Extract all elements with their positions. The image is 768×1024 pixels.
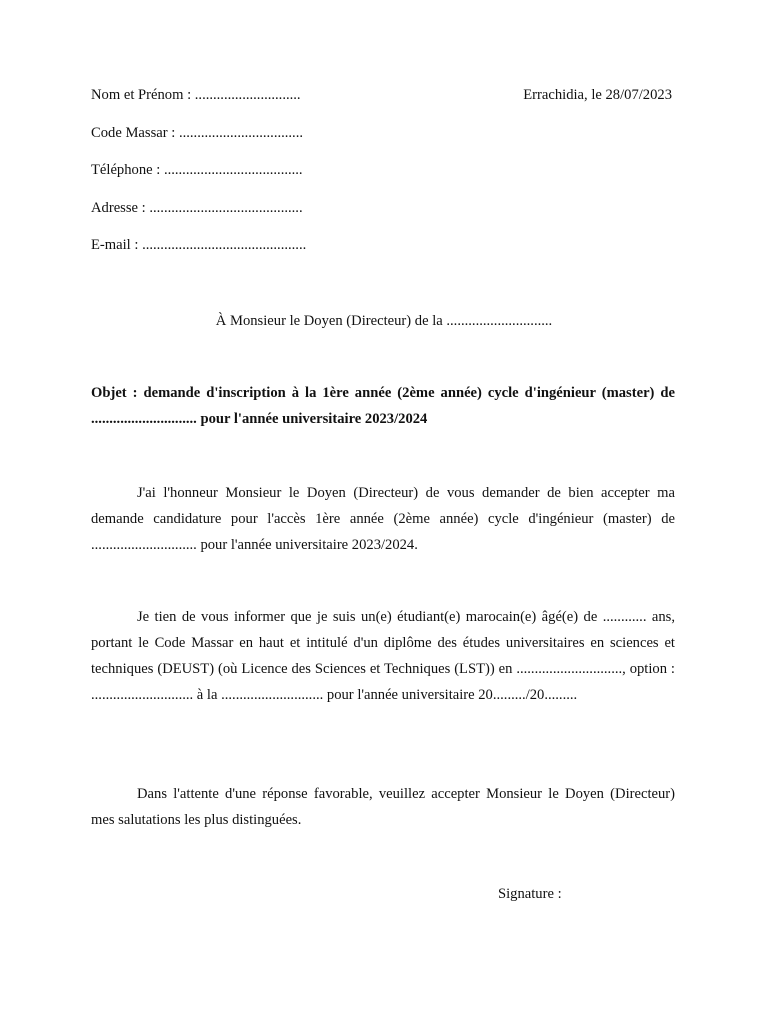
paragraph-3-text: Dans l'attente d'une réponse favorable, veuillez accepter Monsieur le Doyen (Directeur) mes salutations les plus distinguées. <box>91 786 675 828</box>
subject-line <box>91 380 675 432</box>
body-paragraph-2 <box>91 604 675 708</box>
place-date: Errachidia, le 28/07/2023 <box>523 87 672 103</box>
address-field: Adresse : .......................................... <box>91 200 303 216</box>
telephone-field: Téléphone : ...................................... <box>91 162 303 178</box>
body-paragraph-1 <box>91 480 675 558</box>
name-field: Nom et Prénom : ............................. <box>91 87 301 103</box>
signature-label: Signature : <box>498 886 562 902</box>
subject-text: Objet : demande d'inscription à la 1ère année (2ème année) cycle d'ingénieur (master) de ............................. pour l'année universitaire 2023/2024 <box>91 385 675 427</box>
code-massar-field: Code Massar : .................................. <box>91 125 304 141</box>
body-paragraph-3 <box>91 781 675 833</box>
recipient-line: À Monsieur le Doyen (Directeur) de la ............................. <box>215 313 553 329</box>
paragraph-1-text: J'ai l'honneur Monsieur le Doyen (Directeur) de vous demander de bien accepter ma demande candidature pour l'accès 1ère année (2ème année) cycle d'ingénieur (master) de ............................. pour l'année universitaire 2023/2024. <box>91 485 675 553</box>
paragraph-2-text: Je tien de vous informer que je suis un(e) étudiant(e) marocain(e) âgé(e) de ............ ans, portant le Code Massar en haut et intitulé d'un diplôme des études universitaires en sciences et techniques (DEUST) (où Licence des Sciences et Techniques (LST)) en ............................., option : ............................ à la ............................ pour l'année universitaire 20........./20......... <box>91 609 675 703</box>
email-field: E-mail : ............................................. <box>91 237 307 253</box>
